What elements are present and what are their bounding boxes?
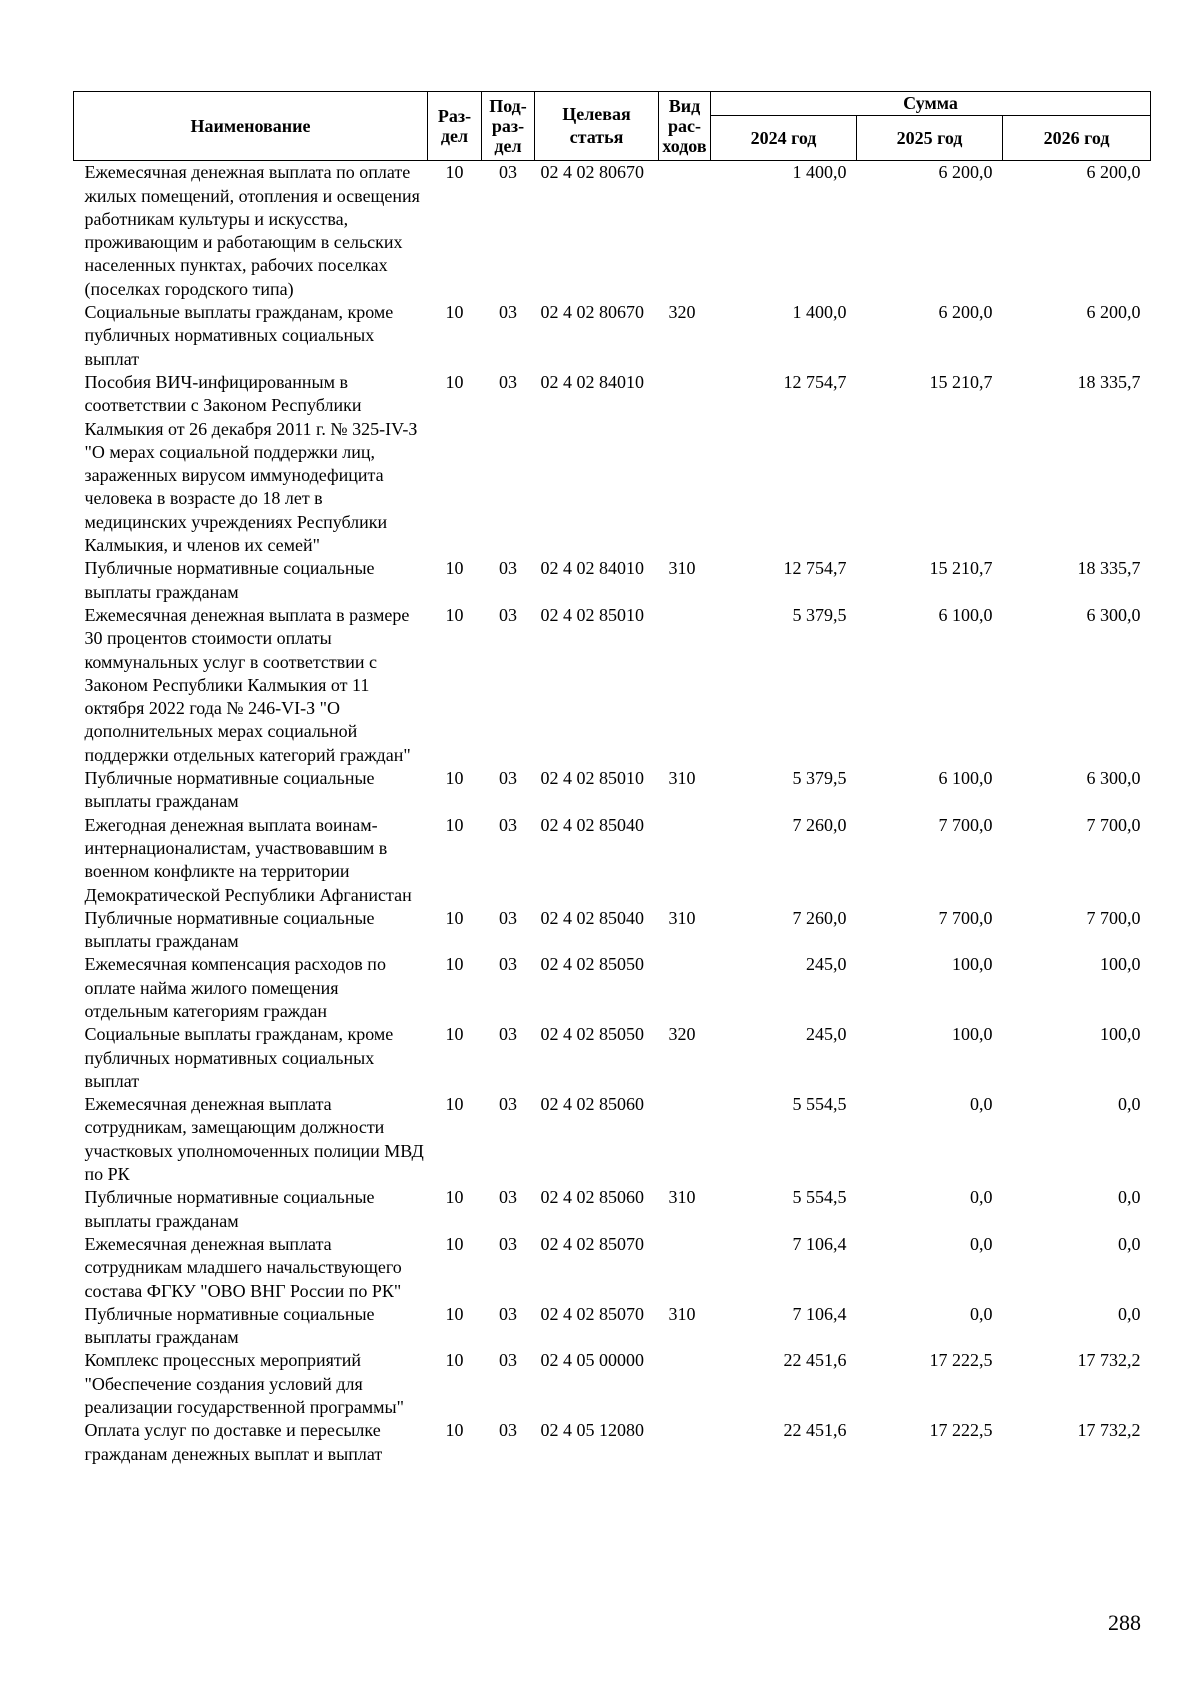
cell-code: 02 4 02 80670 bbox=[540, 302, 644, 323]
table-row bbox=[74, 371, 1151, 557]
cell-razdel: 10 bbox=[445, 907, 464, 928]
header-vid bbox=[659, 92, 711, 161]
cell-vid: 310 bbox=[668, 1303, 696, 1324]
cell-name: Публичные нормативные социальные выплаты гражданам bbox=[84, 768, 375, 812]
header-podrazdel-line-3: дел bbox=[494, 136, 522, 157]
table-row bbox=[74, 1186, 1151, 1233]
cell-vid bbox=[659, 371, 711, 557]
cell-name: Публичные нормативные социальные выплаты гражданам bbox=[84, 907, 375, 952]
cell-2024: 1 400,0 bbox=[792, 302, 847, 323]
header-razdel bbox=[428, 92, 482, 161]
cell-2025: 100,0 bbox=[952, 1024, 993, 1045]
cell-2024: 1 400,0 bbox=[792, 162, 847, 183]
cell-code: 02 4 02 85040 bbox=[540, 814, 644, 835]
cell-code: 02 4 02 80670 bbox=[540, 162, 644, 183]
header-name: Наименование bbox=[74, 92, 428, 161]
cell-name: Социальные выплаты гражданам, кроме публичных нормативных социальных выплат bbox=[84, 302, 394, 369]
cell-code: 02 4 02 85070 bbox=[540, 1303, 644, 1324]
page-number: 288 bbox=[1108, 1610, 1141, 1635]
cell-podrazdel: 03 bbox=[499, 1350, 517, 1371]
cell-razdel: 10 bbox=[445, 768, 464, 789]
cell-name: Ежегодная денежная выплата воинам-интернационалистам, участвовавшим в военном конфликте на территории Демократической Республики Афганистан bbox=[84, 814, 412, 905]
cell-name: Ежемесячная денежная выплата сотрудникам младшего начальствующего состава ФГКУ "ОВО ВНГ России по РК" bbox=[84, 1233, 402, 1301]
table-header bbox=[74, 92, 1151, 161]
cell-vid bbox=[659, 161, 711, 301]
cell-podrazdel: 03 bbox=[499, 1187, 517, 1208]
cell-razdel: 10 bbox=[445, 604, 464, 625]
cell-2026: 100,0 bbox=[1100, 954, 1141, 975]
cell-2025: 15 210,7 bbox=[929, 371, 993, 392]
budget-table bbox=[73, 91, 1151, 1466]
cell-2026: 18 335,7 bbox=[1077, 371, 1141, 392]
cell-2025: 6 200,0 bbox=[938, 162, 993, 183]
cell-2025: 0,0 bbox=[970, 1187, 993, 1208]
cell-2026: 0,0 bbox=[1118, 1303, 1141, 1324]
cell-podrazdel: 03 bbox=[499, 907, 517, 928]
table-row bbox=[74, 557, 1151, 604]
cell-2024: 12 754,7 bbox=[783, 558, 847, 579]
cell-2024: 22 451,6 bbox=[783, 1420, 847, 1441]
cell-2025: 100,0 bbox=[952, 954, 993, 975]
cell-podrazdel: 03 bbox=[499, 1024, 517, 1045]
cell-2025: 0,0 bbox=[970, 1233, 993, 1254]
header-podrazdel-line-2: раз- bbox=[491, 116, 525, 137]
table-row bbox=[74, 161, 1151, 301]
cell-podrazdel: 03 bbox=[499, 162, 517, 183]
cell-razdel: 10 bbox=[445, 371, 464, 392]
cell-vid bbox=[659, 953, 711, 1023]
table-row bbox=[74, 1023, 1151, 1093]
cell-2024: 5 554,5 bbox=[792, 1187, 847, 1208]
cell-2026: 6 300,0 bbox=[1086, 768, 1141, 789]
budget-document bbox=[73, 91, 1150, 1466]
cell-code: 02 4 05 12080 bbox=[540, 1420, 644, 1441]
table-row bbox=[74, 301, 1151, 371]
cell-2024: 245,0 bbox=[806, 1024, 847, 1045]
cell-name: Социальные выплаты гражданам, кроме публичных нормативных социальных выплат bbox=[84, 1024, 394, 1091]
cell-vid: 310 bbox=[668, 907, 696, 928]
cell-2024: 5 379,5 bbox=[792, 604, 847, 625]
cell-podrazdel: 03 bbox=[499, 814, 517, 835]
cell-code: 02 4 02 85050 bbox=[540, 954, 644, 975]
cell-code: 02 4 02 84010 bbox=[540, 371, 644, 392]
cell-code: 02 4 02 85010 bbox=[540, 604, 644, 625]
cell-2024: 245,0 bbox=[806, 954, 847, 975]
cell-name: Пособия ВИЧ-инфицированным в соответствии с Законом Республики Калмыкия от 26 декабря 2011 г. № 325-IV-З "О мерах социальной поддержки лиц, зараженных вирусом иммунодефицита человека в возрасте до 18 лет в медицинских учреждениях Республики Калмыкия, и членов их семей" bbox=[84, 371, 418, 556]
cell-2024: 22 451,6 bbox=[783, 1350, 847, 1371]
header-podrazdel bbox=[482, 92, 535, 161]
cell-2025: 6 100,0 bbox=[938, 768, 993, 789]
cell-vid: 310 bbox=[668, 1187, 696, 1208]
cell-razdel: 10 bbox=[445, 1350, 464, 1371]
cell-2025: 6 200,0 bbox=[938, 302, 993, 323]
cell-code: 02 4 02 85010 bbox=[540, 768, 644, 789]
cell-razdel: 10 bbox=[445, 1303, 464, 1324]
cell-2025: 7 700,0 bbox=[938, 907, 993, 928]
cell-2024: 7 260,0 bbox=[792, 907, 847, 928]
cell-2024: 7 260,0 bbox=[792, 814, 847, 835]
cell-2024: 5 554,5 bbox=[792, 1094, 847, 1115]
cell-podrazdel: 03 bbox=[499, 604, 517, 625]
cell-name: Комплекс процессных мероприятий "Обеспечение создания условий для реализации государственной программы" bbox=[84, 1350, 404, 1418]
cell-razdel: 10 bbox=[445, 1024, 464, 1045]
table-row bbox=[74, 814, 1151, 907]
cell-podrazdel: 03 bbox=[499, 371, 517, 392]
table-row bbox=[74, 953, 1151, 1023]
cell-code: 02 4 05 00000 bbox=[540, 1350, 644, 1371]
cell-vid: 320 bbox=[668, 1024, 696, 1045]
cell-2026: 7 700,0 bbox=[1086, 814, 1141, 835]
cell-2026: 6 200,0 bbox=[1086, 162, 1141, 183]
cell-2026: 0,0 bbox=[1118, 1233, 1141, 1254]
cell-razdel: 10 bbox=[445, 558, 464, 579]
header-razdel-line-2: дел bbox=[440, 126, 469, 147]
cell-razdel: 10 bbox=[445, 1094, 464, 1115]
cell-2025: 15 210,7 bbox=[929, 558, 993, 579]
cell-podrazdel: 03 bbox=[499, 1420, 517, 1441]
cell-name: Оплата услуг по доставке и пересылке гражданам денежных выплат и выплат bbox=[84, 1420, 383, 1464]
header-tselevaya-line-2: статья bbox=[569, 127, 624, 148]
table-row bbox=[74, 1303, 1151, 1350]
table-row bbox=[74, 907, 1151, 954]
cell-2025: 17 222,5 bbox=[929, 1420, 993, 1441]
cell-2025: 7 700,0 bbox=[938, 814, 993, 835]
cell-2026: 17 732,2 bbox=[1077, 1420, 1141, 1441]
table-row bbox=[74, 1233, 1151, 1303]
cell-razdel: 10 bbox=[445, 162, 464, 183]
cell-vid bbox=[659, 1233, 711, 1303]
cell-name: Публичные нормативные социальные выплаты гражданам bbox=[84, 558, 375, 602]
cell-vid bbox=[659, 1093, 711, 1186]
cell-podrazdel: 03 bbox=[499, 558, 517, 579]
header-year-2026: 2026 год bbox=[1003, 116, 1151, 161]
cell-2026: 0,0 bbox=[1118, 1094, 1141, 1115]
cell-vid: 310 bbox=[668, 768, 696, 789]
cell-2025: 17 222,5 bbox=[929, 1350, 993, 1371]
cell-vid: 320 bbox=[668, 302, 696, 323]
header-summa: Сумма bbox=[711, 92, 1151, 116]
header-podrazdel-line-1: Под- bbox=[489, 96, 527, 117]
cell-razdel: 10 bbox=[445, 302, 464, 323]
header-razdel-line-1: Раз- bbox=[437, 106, 472, 127]
header-vid-line-3: ходов bbox=[662, 136, 707, 157]
cell-2024: 12 754,7 bbox=[783, 371, 847, 392]
cell-vid: 310 bbox=[668, 558, 696, 579]
cell-razdel: 10 bbox=[445, 1420, 464, 1441]
header-vid-line-2: рас- bbox=[668, 116, 701, 137]
table-body bbox=[74, 161, 1151, 1466]
cell-name: Публичные нормативные социальные выплаты гражданам bbox=[84, 1303, 375, 1348]
cell-name: Ежемесячная денежная выплата в размере 30 процентов стоимости оплаты коммунальных услуг в соответствии с Законом Республики Калмыкия от 11 октября 2022 года № 246-VI-З "О дополнительных мерах социальной поддержки отдельных категорий граждан" bbox=[84, 604, 411, 765]
header-year-2025: 2025 год bbox=[857, 116, 1003, 161]
cell-2024: 7 106,4 bbox=[792, 1303, 847, 1324]
table-row bbox=[74, 604, 1151, 767]
cell-razdel: 10 bbox=[445, 814, 464, 835]
header-tselevaya bbox=[535, 92, 659, 161]
cell-name: Ежемесячная денежная выплата по оплате жилых помещений, отопления и освещения работникам культуры и искусства, проживающим и работающим в сельских населенных пунктах, рабочих поселках (поселках городского типа) bbox=[84, 162, 420, 299]
cell-2026: 17 732,2 bbox=[1077, 1350, 1141, 1371]
table-row bbox=[74, 1093, 1151, 1186]
header-vid-line-1: Вид bbox=[668, 96, 701, 117]
cell-vid bbox=[659, 1349, 711, 1419]
table-row bbox=[74, 1419, 1151, 1466]
cell-2024: 7 106,4 bbox=[792, 1233, 847, 1254]
cell-razdel: 10 bbox=[445, 954, 464, 975]
cell-podrazdel: 03 bbox=[499, 1094, 517, 1115]
cell-podrazdel: 03 bbox=[499, 954, 517, 975]
cell-2025: 6 100,0 bbox=[938, 604, 993, 625]
cell-name: Публичные нормативные социальные выплаты гражданам bbox=[84, 1187, 375, 1231]
cell-code: 02 4 02 85060 bbox=[540, 1187, 644, 1208]
cell-code: 02 4 02 85070 bbox=[540, 1233, 644, 1254]
cell-razdel: 10 bbox=[445, 1187, 464, 1208]
header-tselevaya-line-1: Целевая bbox=[562, 103, 631, 124]
cell-2026: 6 200,0 bbox=[1086, 302, 1141, 323]
cell-vid bbox=[659, 604, 711, 767]
cell-code: 02 4 02 85040 bbox=[540, 907, 644, 928]
header-year-2024: 2024 год bbox=[711, 116, 857, 161]
cell-2024: 5 379,5 bbox=[792, 768, 847, 789]
cell-2025: 0,0 bbox=[970, 1303, 993, 1324]
cell-name: Ежемесячная компенсация расходов по оплате найма жилого помещения отдельным категориям граждан bbox=[84, 954, 386, 1021]
cell-2026: 7 700,0 bbox=[1086, 907, 1141, 928]
cell-2026: 6 300,0 bbox=[1086, 604, 1141, 625]
cell-podrazdel: 03 bbox=[499, 1303, 517, 1324]
cell-vid bbox=[659, 1419, 711, 1466]
cell-2026: 100,0 bbox=[1100, 1024, 1141, 1045]
cell-podrazdel: 03 bbox=[499, 302, 517, 323]
cell-code: 02 4 02 84010 bbox=[540, 558, 644, 579]
table-row bbox=[74, 1349, 1151, 1419]
cell-2025: 0,0 bbox=[970, 1094, 993, 1115]
cell-code: 02 4 02 85060 bbox=[540, 1094, 644, 1115]
cell-code: 02 4 02 85050 bbox=[540, 1024, 644, 1045]
cell-razdel: 10 bbox=[445, 1233, 464, 1254]
table-row bbox=[74, 767, 1151, 814]
cell-name: Ежемесячная денежная выплата сотрудникам, замещающим должности участковых уполномоченных полиции МВД по РК bbox=[84, 1094, 424, 1185]
cell-vid bbox=[659, 814, 711, 907]
cell-2026: 18 335,7 bbox=[1077, 558, 1141, 579]
cell-podrazdel: 03 bbox=[499, 768, 517, 789]
cell-2026: 0,0 bbox=[1118, 1187, 1141, 1208]
cell-podrazdel: 03 bbox=[499, 1233, 517, 1254]
